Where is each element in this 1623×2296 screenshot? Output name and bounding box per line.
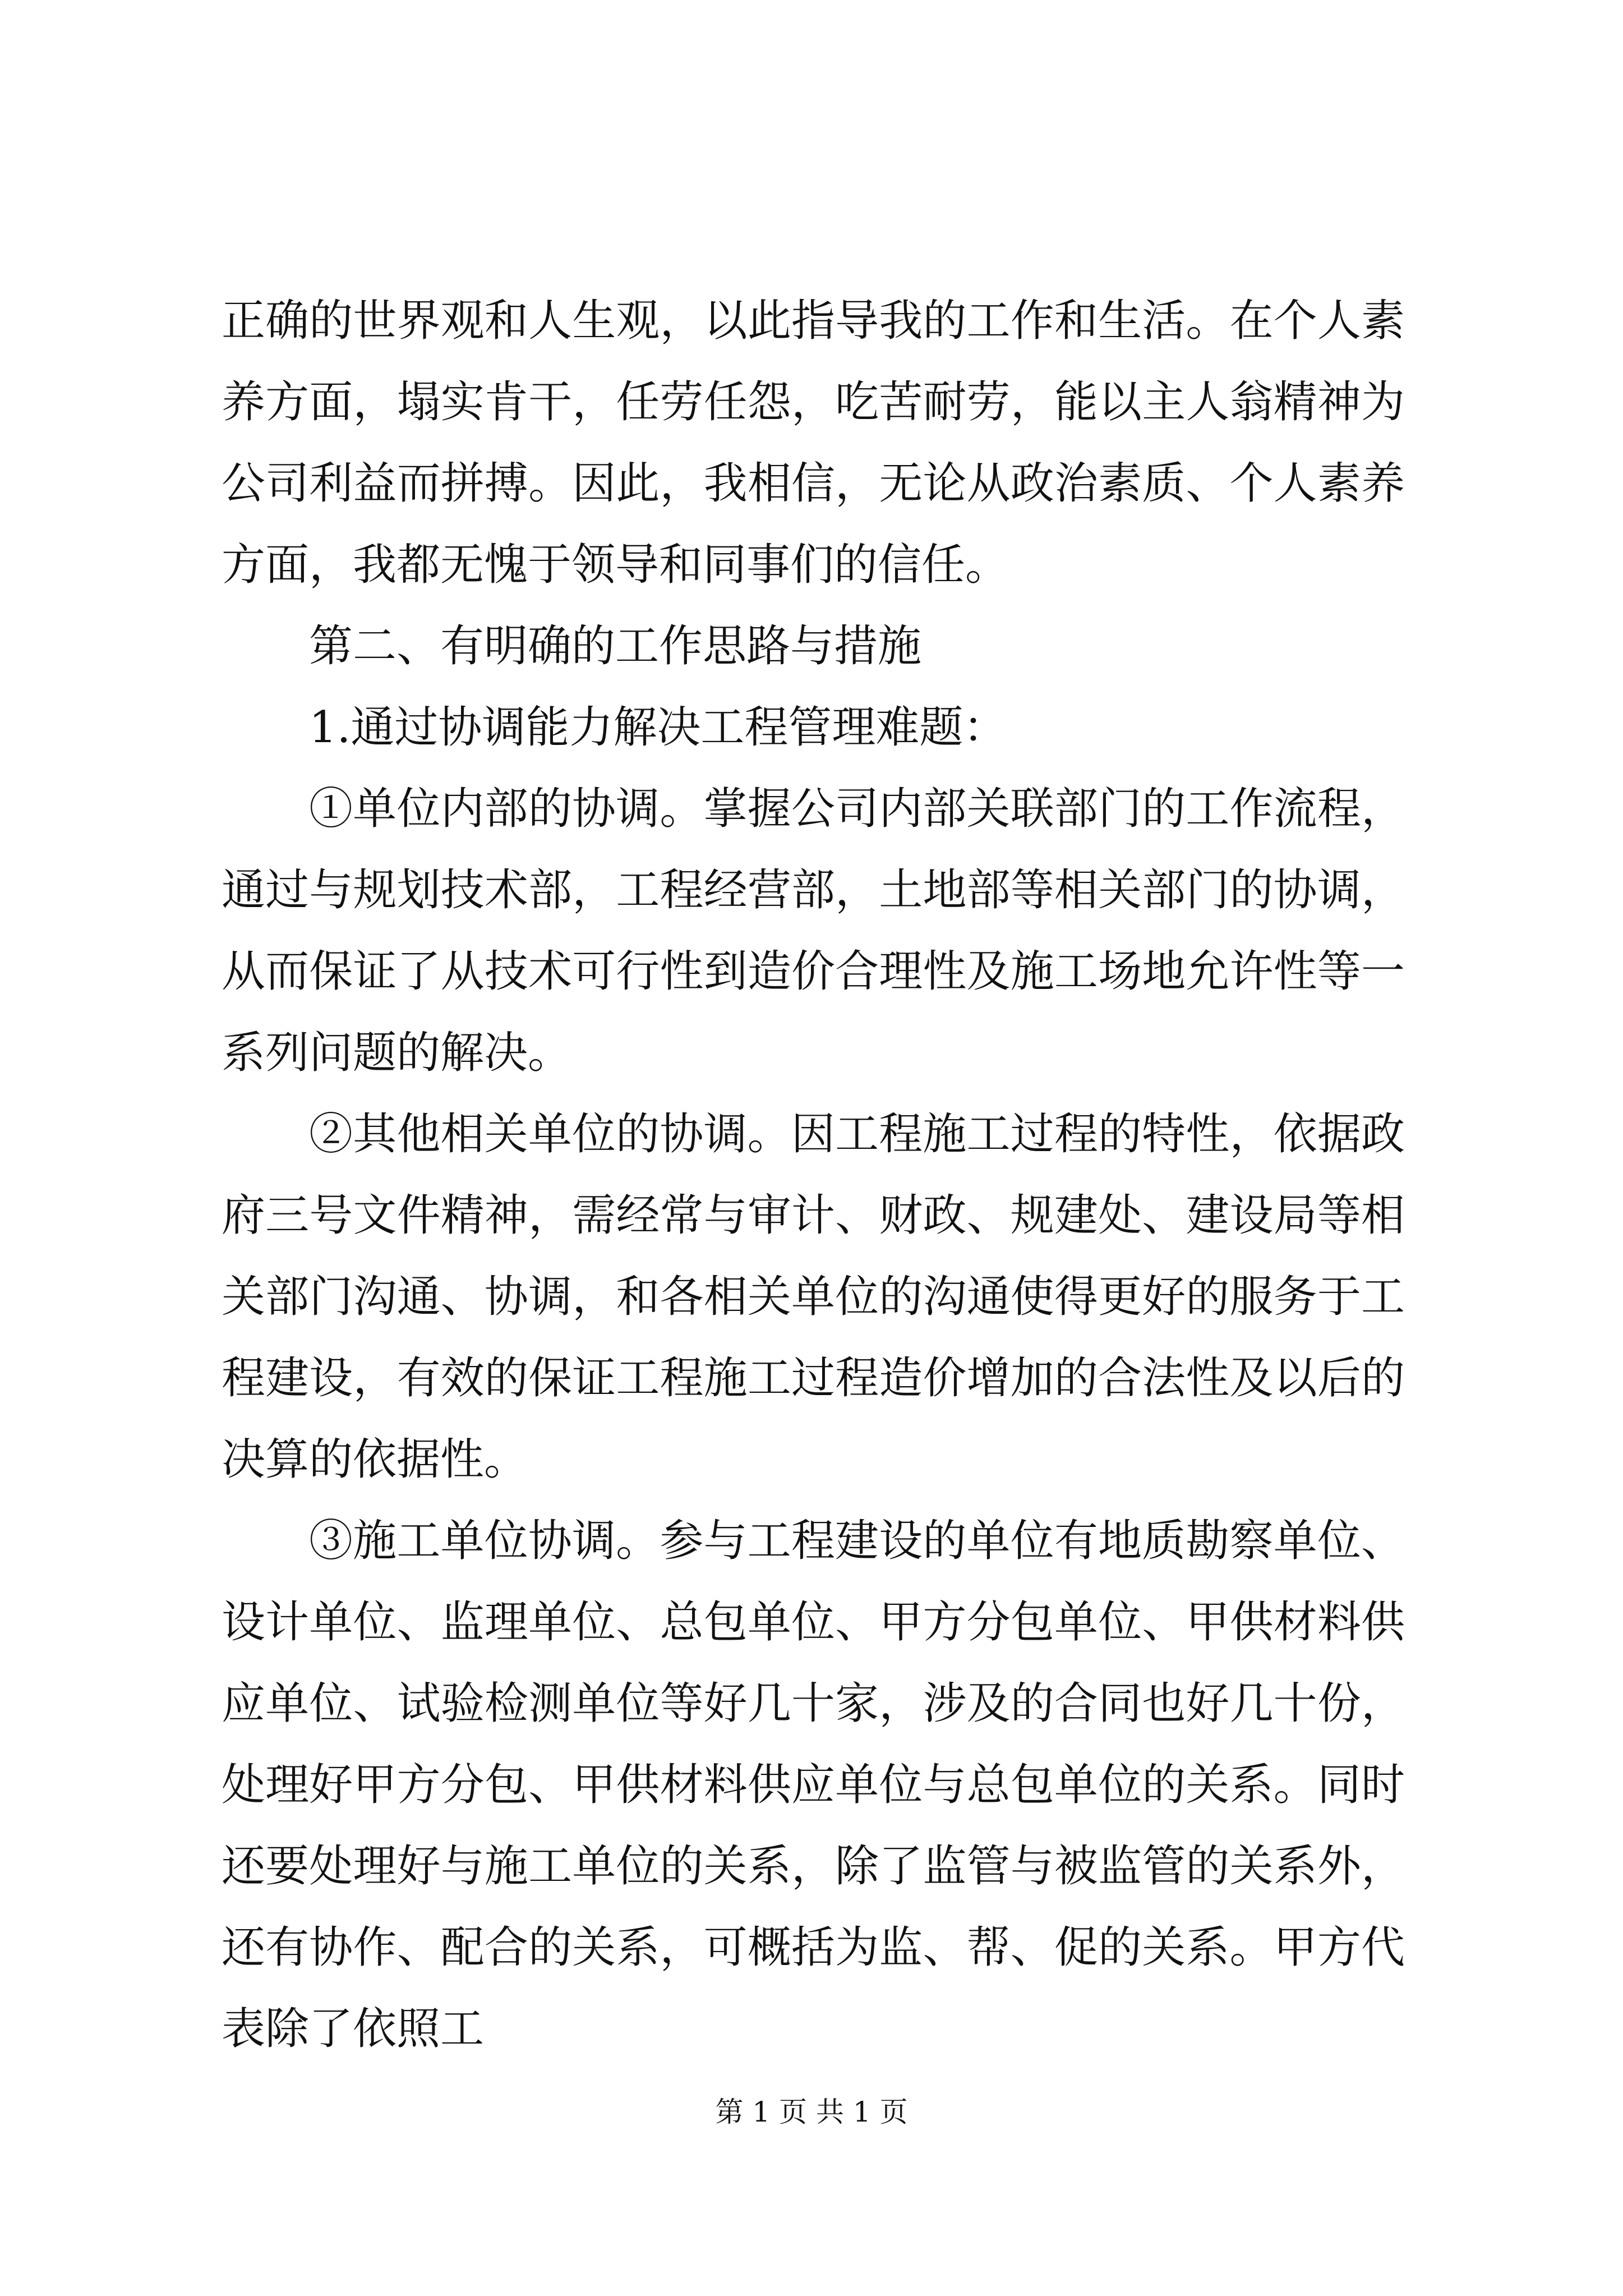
section-heading: 第二、有明确的工作思路与措施 <box>309 621 922 671</box>
document-body <box>222 280 1405 2070</box>
subsection-heading: 1.通过协调能力解决工程管理难题： <box>309 702 1007 753</box>
page-footer <box>0 2092 1623 2132</box>
paragraph-external-coordination: ②其他相关单位的协调。因工程施工过程的特性，依据政府三号文件精神，需经常与审计、财政、规建处、建设局等相关部门沟通、协调，和各相关单位的沟通使得更好的服务于工程建设，有效的保证工程施工过程造价增加的合法性及以后的决算的依据性。 <box>222 1109 1405 1485</box>
paragraph-internal-coordination: ①单位内部的协调。掌握公司内部关联部门的工作流程，通过与规划技术部，工程经营部，土地部等相关部门的协调，从而保证了从技术可行性到造价合理性及施工场地允许性等一系列问题的解决。 <box>222 784 1405 1078</box>
paragraph-continuation: 正确的世界观和人生观，以此指导我的工作和生活。在个人素养方面，塌实肯干，任劳任怨，吃苦耐劳，能以主人翁精神为公司利益而拼搏。因此，我相信，无论从政治素质、个人素养方面，我都无愧于领导和同事们的信任。 <box>222 296 1405 590</box>
page-number: 第 1 页 共 1 页 <box>715 2096 908 2128</box>
paragraph-construction-coordination: ③施工单位协调。参与工程建设的单位有地质勘察单位、设计单位、监理单位、总包单位、甲方分包单位、甲供材料供应单位、试验检测单位等好几十家，涉及的合同也好几十份，处理好甲方分包、甲供材料供应单位与总包单位的关系。同时还要处理好与施工单位的关系，除了监管与被监管的关系外，还有协作、配合的关系，可概括为监、帮、促的关系。甲方代表除了依照工 <box>222 1516 1405 2054</box>
